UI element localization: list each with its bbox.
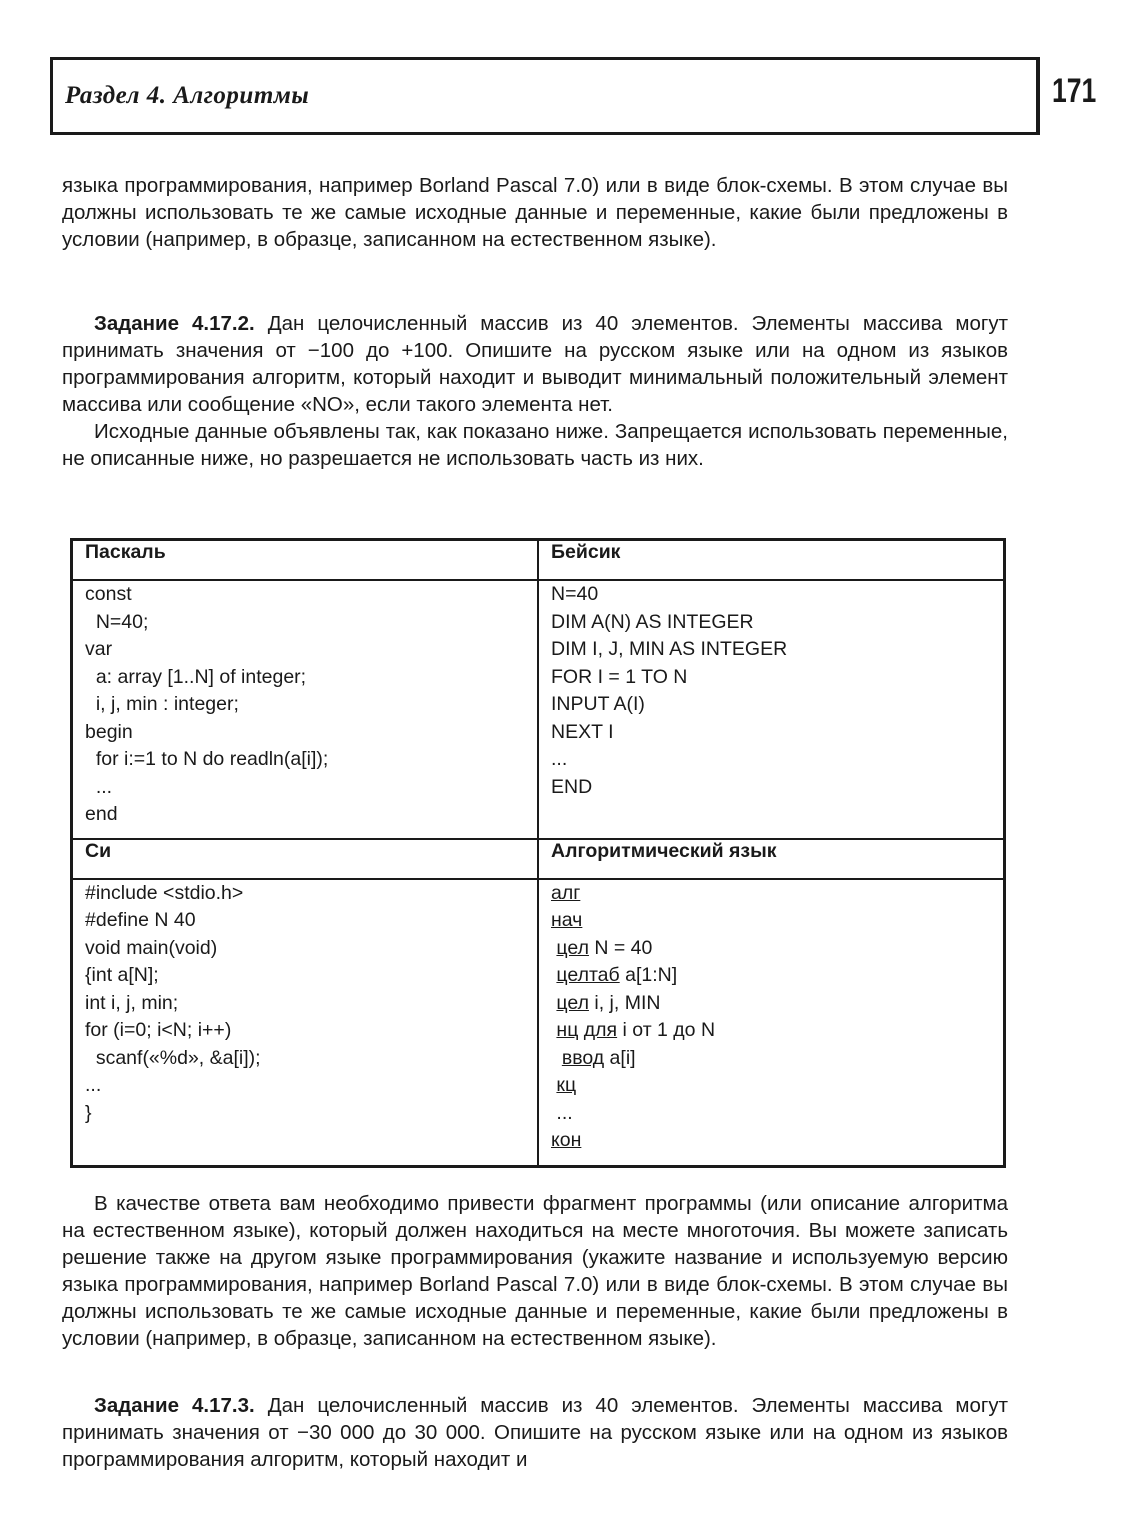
code-line: #define N 40 — [85, 909, 196, 932]
code-line: int i, j, min; — [85, 991, 179, 1014]
keyword: нач — [551, 909, 583, 932]
code-line: var — [85, 638, 113, 660]
pascal-code — [72, 580, 539, 839]
code-line: FOR I = 1 TO N — [551, 665, 688, 688]
answer-block — [62, 1190, 1008, 1352]
task-4-17-2-paragraph — [62, 310, 1008, 418]
keyword: цел — [556, 991, 589, 1014]
code-line: } — [85, 1101, 92, 1124]
code-line: INPUT A(I) — [551, 693, 645, 715]
code-line: begin — [85, 720, 133, 743]
keyword: кон — [551, 1129, 582, 1152]
code-text: ... — [556, 1101, 573, 1124]
keyword: для — [583, 1019, 618, 1042]
code-line: DIM I, J, MIN AS INTEGER — [551, 638, 788, 660]
code-line: for (i=0; i<N; i++) — [85, 1019, 232, 1042]
code-line — [551, 990, 991, 1018]
task-4-17-3 — [62, 1392, 1008, 1473]
code-line: end — [85, 803, 118, 825]
code-line: N=40 — [551, 583, 599, 605]
code-line — [551, 880, 991, 908]
page-number: 171 — [1052, 72, 1097, 110]
code-text: a[i] — [604, 1046, 636, 1069]
code-text: a[1:N] — [619, 964, 678, 987]
task-4-17-2-text: Дан целочисленный массив из 40 элементов. Элементы массива могут принимать значения от −100 до +100. Опишите на русском языке или на одном из языков программирования алгоритм, который находит и выводит минимальный положительный элемент массива или сообщение «NO», если такого элемента нет. — [62, 312, 1008, 416]
code-line: const — [85, 583, 132, 605]
code-line: ... — [85, 1074, 102, 1097]
keyword: алг — [551, 881, 581, 904]
section-header — [50, 57, 1040, 135]
algo-header: Алгоритмический язык — [538, 839, 1005, 879]
keyword: ввод — [561, 1046, 605, 1069]
code-line: ... — [551, 748, 568, 770]
basic-code — [538, 580, 1005, 839]
keyword: целтаб — [556, 964, 620, 987]
declared-paragraph: Исходные данные объявлены так, как показано ниже. Запрещается использовать переменные, не описанные ниже, но разрешается не использовать часть из них. — [62, 420, 1008, 470]
code-line — [551, 1127, 991, 1155]
intro-paragraph: языка программирования, например Borland Pascal 7.0) или в виде блок-схемы. В этом случае вы должны использовать те же самые исходные данные и переменные, какие были предложены в условии (например, в образце, записанном на естественном языке). — [62, 174, 1008, 251]
answer-paragraph: В качестве ответа вам необходимо привести фрагмент программы (или описание алгоритма на естественном языке), который должен находиться на месте многоточия. Вы можете записать решение также на другом языке программирования (укажите название и используемую версию языка программирования, например Borland Pascal 7.0) или в виде блок-схемы. В этом случае вы должны использовать те же самые исходные данные и переменные, какие были предложены в условии (например, в образце, записанном на естественном языке). — [62, 1192, 1008, 1350]
basic-header: Бейсик — [538, 540, 1005, 581]
code-line: END — [551, 775, 593, 798]
intro-block — [62, 172, 1008, 253]
task-4-17-3-label: Задание 4.17.3. — [94, 1394, 255, 1417]
keyword: нц — [556, 1019, 579, 1042]
task-4-17-3-paragraph — [62, 1392, 1008, 1473]
keyword: цел — [556, 936, 589, 959]
code-line: a: array [1..N] of integer; — [85, 665, 307, 688]
code-text: i, j, MIN — [588, 991, 661, 1014]
task-4-17-3-text: Дан целочисленный массив из 40 элементов. Элементы массива могут принимать значения от −30 000 до 30 000. Опишите на русском языке или на одном из языков программирования алгоритм, который находит и — [62, 1394, 1008, 1471]
code-line: scanf(«%d», &a[i]); — [85, 1046, 261, 1069]
code-line — [551, 1045, 991, 1073]
code-line — [551, 907, 991, 935]
code-line: NEXT I — [551, 720, 614, 743]
task-4-17-2 — [62, 310, 1008, 472]
pascal-header: Паскаль — [72, 540, 539, 581]
code-line: ... — [85, 775, 113, 798]
code-line: {int a[N]; — [85, 964, 159, 987]
task-4-17-2-label: Задание 4.17.2. — [94, 312, 255, 335]
code-line: DIM A(N) AS INTEGER — [551, 610, 754, 633]
code-line — [551, 962, 991, 990]
code-line — [551, 1072, 991, 1100]
code-text: N = 40 — [588, 936, 653, 959]
code-line: for i:=1 to N do readln(a[i]); — [85, 748, 329, 770]
algo-code — [538, 879, 1005, 1167]
code-table — [70, 538, 1006, 1168]
code-line — [551, 1100, 991, 1128]
code-line: N=40; — [85, 610, 149, 633]
code-line: #include <stdio.h> — [85, 881, 244, 904]
keyword: кц — [556, 1074, 577, 1097]
c-code — [72, 879, 539, 1167]
code-line: void main(void) — [85, 936, 218, 959]
code-line — [551, 935, 991, 963]
section-title: Раздел 4. Алгоритмы — [65, 82, 310, 109]
code-line — [551, 1017, 991, 1045]
code-line: i, j, min : integer; — [85, 693, 239, 715]
c-header: Си — [72, 839, 539, 879]
code-text: i от 1 до N — [617, 1019, 716, 1042]
